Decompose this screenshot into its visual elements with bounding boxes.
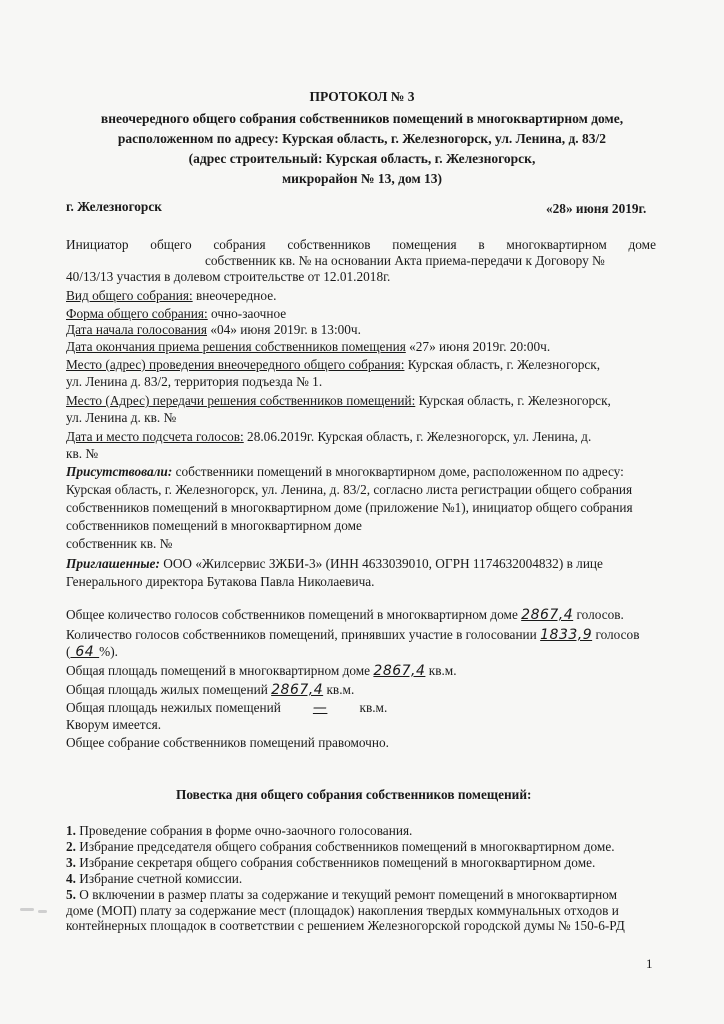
scan-speck (20, 908, 34, 911)
meeting-place-value: Курская область, г. Железногорск, (404, 357, 601, 372)
present-line-3: собственников помещений в многоквартирном доме (приложение №1), инициатор общего собрания (66, 500, 633, 515)
participating-votes (66, 626, 640, 644)
living-area-label: Общая площадь жилых помещений (66, 682, 272, 697)
agenda-item-1-text: Проведение собрания в форме очно-заочного голосования. (75, 823, 413, 838)
present-line-4: собственников помещений в многоквартирном доме (66, 518, 362, 533)
meeting-form-value: очно-заочное (207, 306, 287, 321)
meeting-type (66, 287, 276, 304)
vote-count (66, 428, 591, 445)
total-votes-label: Общее количество голосов собственников помещений в многоквартирном доме (66, 607, 522, 622)
nonliving-area-unit: кв.м. (356, 700, 388, 715)
voting-end (66, 338, 550, 355)
vote-count-label: Дата и место подсчета голосов: (66, 429, 244, 444)
total-area-unit: кв.м. (425, 663, 457, 678)
present-label: Присутствовали: (66, 464, 173, 479)
vote-count-cont: кв. № (66, 446, 99, 461)
voting-start-label: Дата начала голосования (66, 322, 207, 337)
initiator-line-2: собственник кв. № на основании Акта приема-передачи к Договору № (205, 253, 605, 268)
agenda-item-3-text: Избрание секретаря общего собрания собственников помещений в многоквартирном доме. (75, 855, 596, 870)
percent-open: ( (66, 644, 71, 659)
total-votes-unit: голосов. (573, 607, 624, 622)
protocol-subtitle-4: микрорайон № 13, дом 13) (281, 171, 443, 186)
meeting-place (66, 356, 600, 373)
meeting-type-value: внеочередное. (192, 288, 277, 303)
meeting-form (66, 305, 286, 322)
decision-transfer-value: Курская область, г. Железногорск, (415, 393, 611, 408)
nonliving-area-label: Общая площадь нежилых помещений (66, 700, 285, 715)
validity-line: Общее собрание собственников помещений правомочно. (66, 735, 389, 750)
agenda-title: Повестка дня общего собрания собственников помещений: (176, 787, 532, 802)
initiator-text-1: Инициатор общего собрания собственников помещения в многоквартирном доме (66, 237, 656, 252)
quorum-line: Кворум имеется. (66, 717, 162, 732)
present-text-1: собственники помещений в многоквартирном доме, расположенном по адресу: (172, 464, 624, 479)
living-area (66, 681, 354, 699)
total-area (66, 662, 457, 680)
initiator-line-1 (66, 236, 656, 253)
agenda-item-5-number: 5. (66, 887, 76, 902)
voting-end-value: «27» июня 2019г. 20:00ч. (405, 339, 551, 354)
participating-votes-label: Количество голосов собственников помещений, принявших участие в голосовании (66, 627, 541, 642)
voting-start (66, 321, 361, 338)
decision-transfer-cont: ул. Ленина д. кв. № (66, 410, 177, 425)
protocol-subtitle-3: (адрес строительный: Курская область, г. Железногорск, (188, 151, 536, 166)
participating-votes-value: 1833,9 (540, 627, 593, 643)
meeting-place-label: Место (адрес) проведения внеочередного общего собрания: (66, 357, 405, 372)
agenda-item-2 (66, 838, 615, 855)
participation-percent (66, 643, 118, 661)
invited-text-1: ООО «Жилсервис ЗЖБИ-3» (ИНН 4633039010, ОГРН 1174632004832) в лице (159, 556, 603, 571)
page-number: 1 (646, 956, 653, 971)
protocol-date: «28» июня 2019г. (546, 201, 647, 216)
agenda-item-4-number: 4. (66, 871, 76, 886)
voting-end-label: Дата окончания приема решения собственников помещения (66, 339, 406, 354)
present-line-1 (66, 463, 624, 480)
agenda-item-4-text: Избрание счетной комиссии. (75, 871, 243, 886)
meeting-type-label: Вид общего собрания: (66, 288, 193, 303)
living-area-unit: кв.м. (323, 682, 355, 697)
protocol-subtitle-2: расположенном по адресу: Курская область, г. Железногорск, ул. Ленина, д. 83/2 (117, 131, 607, 146)
participating-votes-unit: голосов (592, 627, 640, 642)
agenda-item-5-text: О включении в размер платы за содержание и текущий ремонт помещений в многоквартирном (75, 887, 618, 902)
protocol-city: г. Железногорск (66, 199, 162, 214)
decision-transfer-label: Место (Адрес) передачи решения собственников помещений: (66, 393, 416, 408)
meeting-form-label: Форма общего собрания: (66, 306, 208, 321)
agenda-item-2-text: Избрание председателя общего собрания собственников помещений в многоквартирном доме. (75, 839, 615, 854)
total-votes (66, 606, 624, 624)
present-line-5: собственник кв. № (66, 536, 173, 551)
agenda-item-1 (66, 822, 412, 839)
vote-count-value: 28.06.2019г. Курская область, г. Железногорск, ул. Ленина, д. (243, 429, 592, 444)
agenda-item-4 (66, 870, 242, 887)
protocol-title: ПРОТОКОЛ № 3 (309, 89, 415, 104)
living-area-value: 2867,4 (271, 682, 324, 698)
total-votes-value: 2867,4 (521, 607, 574, 623)
agenda-item-5-line-2: доме (МОП) плату за содержание мест (площадок) накопления твердых коммунальных отходов и (66, 903, 619, 918)
nonliving-area (66, 699, 387, 717)
scan-speck (38, 910, 47, 913)
protocol-subtitle-1: внеочередного общего собрания собственников помещений в многоквартирном доме, (100, 111, 624, 126)
invited-line-2: Генерального директора Бутакова Павла Николаевича. (66, 574, 375, 589)
decision-transfer (66, 392, 611, 409)
total-area-value: 2867,4 (373, 663, 426, 679)
nonliving-area-value: — (312, 700, 328, 716)
agenda-item-3-number: 3. (66, 855, 76, 870)
voting-start-value: «04» июня 2019г. в 13:00ч. (207, 322, 361, 337)
agenda-item-3 (66, 854, 595, 871)
agenda-item-1-number: 1. (66, 823, 76, 838)
agenda-item-5-line-3: контейнерных площадок в соответствии с решением Железногорской городской думы № 150-6-РД (66, 918, 625, 933)
present-line-2: Курская область, г. Железногорск, ул. Ленина, д. 83/2, согласно листа регистрации общего собрания (66, 482, 633, 497)
invited-line-1 (66, 555, 603, 572)
initiator-line-3: 40/13/13 участия в долевом строительстве от 12.01.2018г. (66, 269, 391, 284)
total-area-label: Общая площадь помещений в многоквартирном доме (66, 663, 374, 678)
agenda-item-2-number: 2. (66, 839, 76, 854)
meeting-place-cont: ул. Ленина д. 83/2, территория подъезда № 1. (66, 374, 323, 389)
participation-percent-value: 64 (70, 644, 100, 660)
invited-label: Приглашенные: (66, 556, 160, 571)
agenda-item-5 (66, 886, 617, 903)
percent-close: %). (99, 644, 118, 659)
